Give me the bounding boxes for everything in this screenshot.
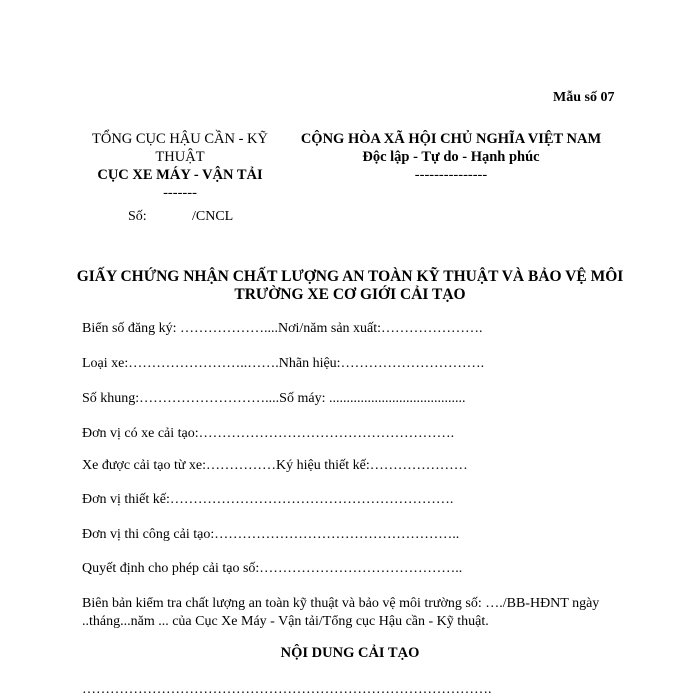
- document-title: GIẤY CHỨNG NHẬN CHẤT LƯỢNG AN TOÀN KỸ THUẬT VÀ BẢO VỆ MÔI TRƯỜNG XE CƠ GIỚI CẢI TẠO: [76, 268, 624, 303]
- section-content-line: …………………………………………………………………………….: [82, 682, 492, 697]
- agency-name: TỔNG CỤC HẬU CẦN - KỸ THUẬT: [91, 131, 268, 165]
- left-divider: -------: [163, 185, 197, 201]
- form-number: Mẫu số 07: [553, 90, 615, 105]
- field-vehicle-type-brand: Loại xe:……………………..…….Nhãn hiệu:………………………….: [82, 356, 485, 371]
- field-chassis-engine: Số khung:………………………....Số máy: .......................................: [82, 391, 466, 406]
- country-name: CỘNG HÒA XÃ HỘI CHỦ NGHĨA VIỆT NAM: [300, 131, 602, 147]
- field-construction-unit: Đơn vị thi công cải tạo:……………………………………………..: [82, 527, 460, 542]
- right-header: [292, 130, 610, 184]
- document-number-code: /CNCL: [192, 209, 234, 224]
- field-permit-decision: Quyết định cho phép cải tạo số:……………………………………..: [82, 561, 463, 576]
- field-owner-unit: Đơn vị có xe cải tạo:……………………………………………….: [82, 426, 455, 441]
- section-title: NỘI DUNG CẢI TẠO: [280, 645, 420, 661]
- right-divider: ---------------: [414, 167, 488, 183]
- left-header: [70, 130, 290, 202]
- field-registration-origin: Biển số đăng ký: ………………....Nơi/năm sản xuất:………………….: [82, 321, 483, 336]
- national-motto: Độc lập - Tự do - Hạnh phúc: [362, 149, 540, 165]
- inspection-record-paragraph: Biên bản kiểm tra chất lượng an toàn kỹ thuật và bảo vệ môi trường số: …./BB-HĐNT ngày ..tháng...năm ... của Cục Xe Máy - Vận tải/Tổng cục Hậu cần - Kỹ thuật.: [82, 596, 600, 629]
- department-name: CỤC XE MÁY - VẬN TẢI: [97, 167, 263, 183]
- document-number-label: Số:: [128, 209, 147, 224]
- field-base-vehicle-design: Xe được cải tạo từ xe:……………Ký hiệu thiết kế:…………………: [82, 458, 468, 473]
- field-design-unit: Đơn vị thiết kế:…………………………………………………….: [82, 492, 454, 507]
